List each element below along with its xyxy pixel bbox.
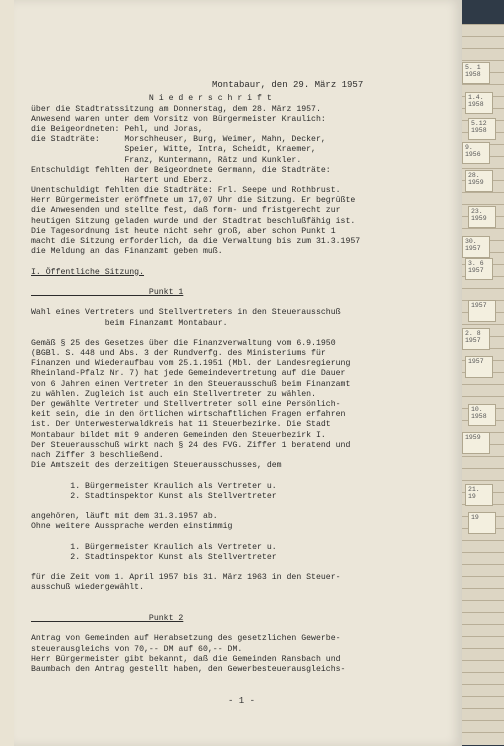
text-line: Anwesend waren unter dem Vorsitz von Bürgermeister Kraulich:: [31, 114, 326, 124]
index-tab[interactable]: 5.12 1958: [468, 118, 496, 140]
index-tab[interactable]: 19: [468, 512, 496, 534]
text-line: zu wählen. Zugleich ist auch ein Stellvertreter zu wählen.: [31, 389, 316, 399]
text-line: Der gewählte Vertreter und Stellvertreter soll eine Persönlich-: [31, 400, 341, 409]
text-line: ausschuß wiedergewählt.: [31, 583, 145, 593]
text-line: [31, 532, 441, 542]
text-line: Der Steuerausschuß wirkt nach § 24 des FVG. Ziffer 1 beratend und: [31, 440, 351, 450]
text-line: [31, 257, 441, 267]
text-line: keit sein, die in den örtlichen wirtschaftlichen Fragen erfahren: [31, 410, 346, 420]
text-line: Herr Bürgermeister gibt bekannt, daß die Gemeinden Ransbach und: [31, 654, 341, 664]
text-line: [31, 278, 441, 288]
text-line: Die Amtszeit des derzeitigen Steuerausschusses, dem: [31, 461, 282, 471]
text-line: 2. Stadtinspektor Kunst als Stellvertreter: [31, 552, 277, 562]
index-tab[interactable]: 5. 1 1958: [462, 62, 490, 84]
text-line: Antrag von Gemeinden auf Herabsetzung des gesetzlichen Gewerbe-: [31, 634, 341, 644]
index-tab[interactable]: 1957: [465, 356, 493, 378]
text-line: 2. Stadtinspektor Kunst als Stellvertreter: [31, 491, 277, 501]
text-line: [31, 329, 441, 339]
index-tab[interactable]: 9. 1956: [462, 142, 490, 164]
text-line: Entschuldigt fehlten der Beigeordnete Germann, die Stadträte:: [31, 165, 331, 175]
date-line: Montabaur, den 29. März 1957: [212, 80, 364, 90]
text-line: [31, 471, 441, 481]
index-tab[interactable]: 21. 19: [465, 484, 493, 506]
text-line: Punkt 1: [31, 287, 184, 297]
text-line: die Meldung an das Finanzamt geben muß.: [31, 247, 223, 257]
index-tab[interactable]: 1.4. 1958: [465, 92, 493, 114]
text-line: 1. Bürgermeister Kraulich als Vertreter u.: [31, 542, 277, 552]
document-body: [31, 74, 441, 675]
text-line: Montabaur bildet mit 9 anderen Gemeinden den Steuerbezirk I.: [31, 430, 326, 440]
index-tab[interactable]: 28. 1959: [465, 170, 493, 192]
index-tab[interactable]: 1959: [462, 432, 490, 454]
text-line: [31, 502, 441, 512]
text-line: die Anwesenden und stellte fest, daß form- und fristgerecht zur: [31, 206, 341, 216]
index-tab[interactable]: 2. 8 1957: [462, 328, 490, 350]
text-line: beim Finanzamt Montabaur.: [31, 318, 228, 328]
index-tab[interactable]: 3. 6 1957: [465, 258, 493, 280]
text-line: nach Ziffer 3 beschließend.: [31, 450, 164, 460]
text-line: Punkt 2: [31, 613, 184, 623]
text-line: Rheinland-Pfalz Nr. 7) hat jede Gemeindevertretung auf die Dauer: [31, 369, 346, 379]
text-line: Franz, Kuntermann, Rätz und Kunkler.: [31, 155, 302, 165]
index-tab[interactable]: 1957: [468, 300, 496, 322]
text-line: über die Stadtratssitzung am Donnerstag, dem 28. März 1957.: [31, 104, 321, 114]
text-line: die Stadträte: Morschheuser, Burg, Weimer, Mahn, Decker,: [31, 135, 326, 145]
text-line: Ohne weitere Aussprache werden einstimmig: [31, 522, 233, 532]
text-line: für die Zeit vom 1. April 1957 bis 31. März 1963 in den Steuer-: [31, 573, 341, 583]
text-line: ist. Der Unterwesterwaldkreis hat 11 Steuerbezirke. Die Stadt: [31, 420, 331, 430]
document-heading: N i e d e r s c h r i f t: [31, 94, 272, 104]
text-line: Herr Bürgermeister eröffnete um 17,07 Uhr die Sitzung. Er begrüßte: [31, 196, 356, 206]
text-line: Finanzen und Wiederaufbau vom 25.1.1951 (Mbl. der Landesregierung: [31, 359, 351, 369]
text-line: macht die Sitzung erforderlich, da die Verwaltung bis zum 31.3.1957: [31, 237, 361, 246]
text-line: [31, 563, 441, 573]
text-line: [31, 298, 441, 308]
page-number: - 1 -: [228, 696, 256, 706]
text-line: von 6 Jahren einen Vertreter in den Steuerausschuß beim Finanzamt: [31, 379, 351, 389]
text-line: Gemäß § 25 des Gesetzes über die Finanzverwaltung vom 6.9.1950: [31, 338, 336, 348]
text-line: (BGBl. S. 448 und Abs. 3 der Rundverfg. des Ministeriums für: [31, 349, 326, 359]
text-line: I. Öffentliche Sitzung.: [31, 267, 145, 277]
text-line: Die Tagesordnung ist heute nicht sehr groß, aber schon Punkt 1: [31, 226, 336, 236]
text-line: Speier, Witte, Intra, Scheidt, Kraemer,: [31, 145, 316, 155]
text-line: [31, 624, 441, 634]
text-line: Hartert und Eberz.: [31, 175, 213, 185]
binder-edge: [0, 0, 15, 746]
index-tab[interactable]: 10. 1958: [468, 404, 496, 426]
text-line: steuerausgleichs von 70,-- DM auf 60,-- DM.: [31, 644, 243, 654]
text-line: 1. Bürgermeister Kraulich als Vertreter u.: [31, 481, 277, 491]
text-line: Baumbach den Antrag gestellt haben, den Gewerbesteuerausgleichs-: [31, 664, 346, 674]
text-line: Wahl eines Vertreters und Stellvertreters in den Steuerausschuß: [31, 308, 341, 318]
text-line: [31, 594, 441, 604]
text-line: [31, 604, 441, 614]
text-line: Unentschuldigt fehlten die Stadträte: Frl. Seepe und Rothbrust.: [31, 186, 341, 196]
text-line: die Beigeordneten: Pehl, und Joras,: [31, 124, 203, 134]
index-tab[interactable]: 23. 1959: [468, 206, 496, 228]
text-line: angehören, läuft mit dem 31.3.1957 ab.: [31, 512, 218, 522]
index-tab[interactable]: 30. 1957: [462, 236, 490, 258]
text-line: heutigen Sitzung geladen wurde und der Stadtrat beschlußfähig ist.: [31, 216, 356, 226]
